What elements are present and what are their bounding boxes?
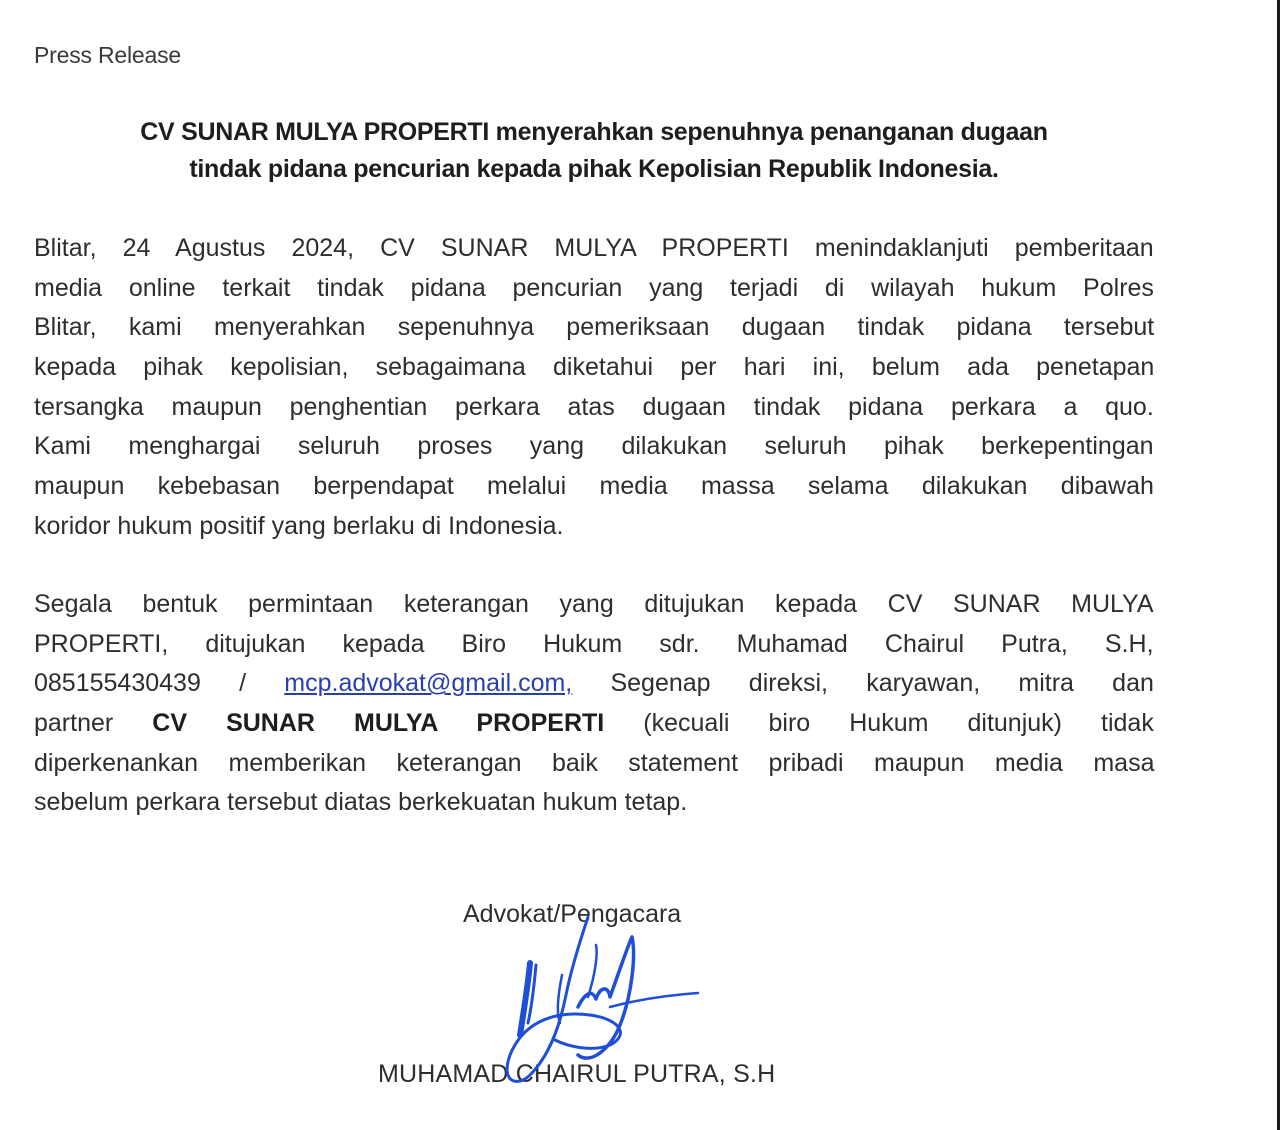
paragraph-line: Segala bentuk permintaan keterangan yang ditujukan kepada CV SUNAR MULYA bbox=[34, 590, 1154, 618]
headline-line-1-rest: menyerahkan sepenuhnya penanganan dugaan bbox=[489, 118, 1048, 146]
signature-strokes bbox=[507, 917, 698, 1081]
paragraph-line: maupun kebebasan berpendapat melalui media massa selama dilakukan dibawah bbox=[34, 472, 1154, 501]
email-link[interactable]: mcp.advokat@gmail.com, bbox=[284, 669, 573, 698]
signature-title: Advokat/Pengacara bbox=[463, 900, 682, 928]
paragraph-line: media online terkait tindak pidana pencurian yang terjadi di wilayah hukum Polres bbox=[34, 273, 1154, 302]
paragraph-line: tersangka maupun penghentian perkara atas dugaan tindak pidana perkara a quo. bbox=[34, 392, 1154, 421]
paragraph-line: sebelum perkara tersebut diatas berkekuatan hukum tetap. bbox=[34, 788, 688, 817]
handwritten-signature bbox=[470, 915, 710, 1085]
paragraph-line-partner bbox=[34, 704, 1154, 744]
paragraph-line: Blitar, kami menyerahkan sepenuhnya pemeriksaan dugaan tindak pidana tersebut bbox=[34, 313, 1155, 342]
paragraph-line: Blitar, 24 Agustus 2024, CV SUNAR MULYA PROPERTI menindaklanjuti pemberitaan bbox=[34, 234, 1154, 262]
paragraph-line: Kami menghargai seluruh proses yang dilakukan seluruh pihak berkepentingan bbox=[34, 432, 1154, 461]
paragraph-line: PROPERTI, ditujukan kepada Biro Hukum sdr. Muhamad Chairul Putra, S.H, bbox=[34, 629, 1154, 658]
signatory-name: MUHAMAD CHAIRUL PUTRA, S.H bbox=[378, 1060, 776, 1088]
headline-line-2: tindak pidana pencurian kepada pihak Kepolisian Republik Indonesia. bbox=[189, 155, 999, 183]
headline-company: CV SUNAR MULYA PROPERTI bbox=[140, 118, 490, 146]
paragraph-line: kepada pihak kepolisian, sebagaimana diketahui per hari ini, belum ada penetapan bbox=[34, 353, 1155, 382]
phone-number: 085155430439 / bbox=[34, 669, 285, 698]
partner-line-rest: (kecuali biro Hukum ditunjuk) tidak bbox=[604, 709, 1154, 738]
document-label: Press Release bbox=[34, 42, 181, 68]
paragraph-line: diperkenankan memberikan keterangan baik statement pribadi maupun media masa bbox=[34, 748, 1155, 777]
company-name-bold: CV SUNAR MULYA PROPERTI bbox=[152, 709, 605, 738]
headline-line-1 bbox=[34, 114, 1154, 151]
headline bbox=[34, 114, 1154, 188]
partner-prefix: partner bbox=[34, 709, 153, 738]
paragraph-1 bbox=[34, 229, 1154, 547]
paragraph-line-contact bbox=[34, 664, 1154, 704]
paragraph-2 bbox=[34, 585, 1154, 823]
paragraph-line: koridor hukum positif yang berlaku di Indonesia. bbox=[34, 511, 564, 540]
contact-line-rest: Segenap direksi, karyawan, mitra dan bbox=[572, 669, 1154, 698]
